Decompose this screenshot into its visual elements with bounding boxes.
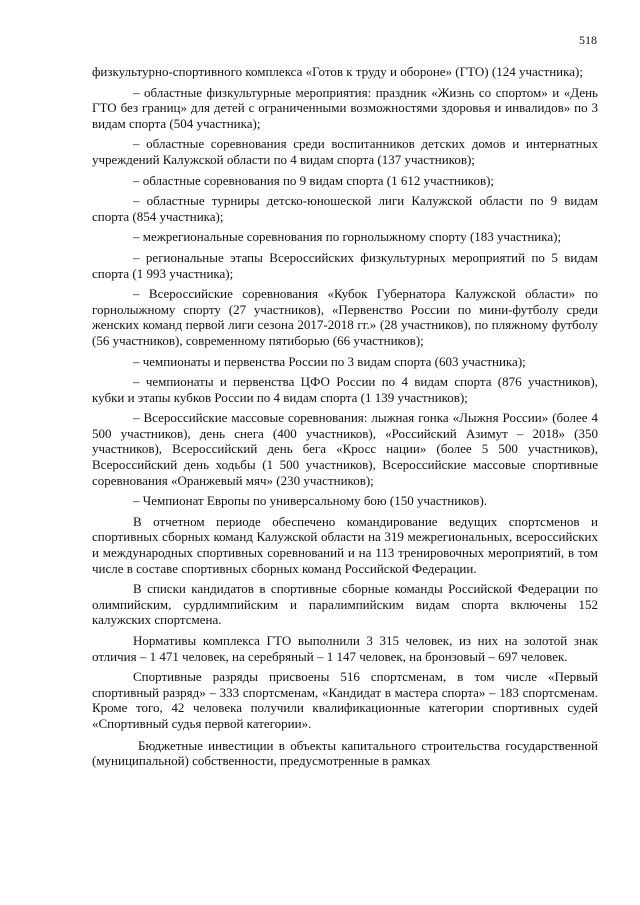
- list-item: – областные соревнования среди воспитанников детских домов и интернатных учреждений Калужской области по 4 видам спорта (137 участников);: [92, 136, 598, 167]
- list-item: – чемпионаты и первенства России по 3 видам спорта (603 участника);: [133, 353, 526, 369]
- paragraph: В списки кандидатов в спортивные сборные команды Российской Федерации по олимпийским, сурдлимпийским и паралимпийским видам спорта включены 152 калужских спортсмена.: [92, 581, 598, 628]
- list-item: – областные соревнования по 9 видам спорта (1 612 участников);: [133, 172, 495, 188]
- paragraph: Спортивные разряды присвоены 516 спортсменам, в том числе «Первый спортивный разряд» – 333 спортсменам, «Кандидат в мастера спорта» – 183 спортсменам. Кроме того, 42 человека получили квалификационные категории спортивных судей «Спортивный судья первой категории».: [92, 669, 598, 731]
- document-body: [92, 64, 598, 774]
- list-item: – межрегиональные соревнования по горнолыжному спорту (183 участника);: [133, 229, 562, 245]
- paragraph: Нормативы комплекса ГТО выполнили 3 315 человек, из них на золотой знак отличия – 1 471 человек, на серебряный – 1 147 человек, на бронзовый – 697 человек.: [92, 633, 598, 664]
- list-item: – областные турниры детско-юношеской лиги Калужской области по 9 видам спорта (854 участника);: [92, 193, 598, 224]
- list-item: – Чемпионат Европы по универсальному бою (150 участников).: [133, 493, 488, 509]
- list-item: – чемпионаты и первенства ЦФО России по 4 видам спорта (876 участников), кубки и этапы кубков России по 4 видам спорта (1 139 участников);: [92, 374, 598, 405]
- list-item: – Всероссийские массовые соревнования: лыжная гонка «Лыжня России» (более 4 500 участников), день снега (400 участников), «Российский Азимут – 2018» (350 участников), Всероссийский день бега «Кросс нации» (более 5 500 участников), Всероссийский день ходьбы (1 500 участников), Всероссийские массовые спортивные соревнования «Оранжевый мяч» (230 участников);: [92, 410, 598, 488]
- paragraph: физкультурно-спортивного комплекса «Готов к труду и обороне» (ГТО) (124 участника);: [92, 64, 583, 79]
- list-item: – региональные этапы Всероссийских физкультурных мероприятий по 5 видам спорта (1 993 участника);: [92, 249, 598, 281]
- list-item: – областные физкультурные мероприятия: праздник «Жизнь со спортом» и «День ГТО без границ» для детей с ограниченными возможностями здоровья и инвалидов» по 3 видам спорта (504 участника);: [92, 84, 598, 131]
- paragraph: В отчетном периоде обеспечено командирование ведущих спортсменов и спортивных сборных команд Калужской области на 319 межрегиональных, всероссийских и международных спортивных соревнований и на 113 тренировочных мероприятий, в том числе в составе спортивных сборных команд Российской Федерации.: [92, 513, 598, 576]
- list-item: – Всероссийские соревнования «Кубок Губернатора Калужской области» по горнолыжному спорту (27 участников), «Первенство России по мини-футболу среди женских команд первой лиги сезона 2017-2018 гг.» (28 участников), по пляжному футболу (56 участников), современному пятиборью (66 участников);: [92, 286, 598, 348]
- paragraph: Бюджетные инвестиции в объекты капитального строительства государственной (муниципальной) собственности, предусмотренные в рамках: [92, 737, 598, 769]
- page-number: 518: [579, 33, 597, 47]
